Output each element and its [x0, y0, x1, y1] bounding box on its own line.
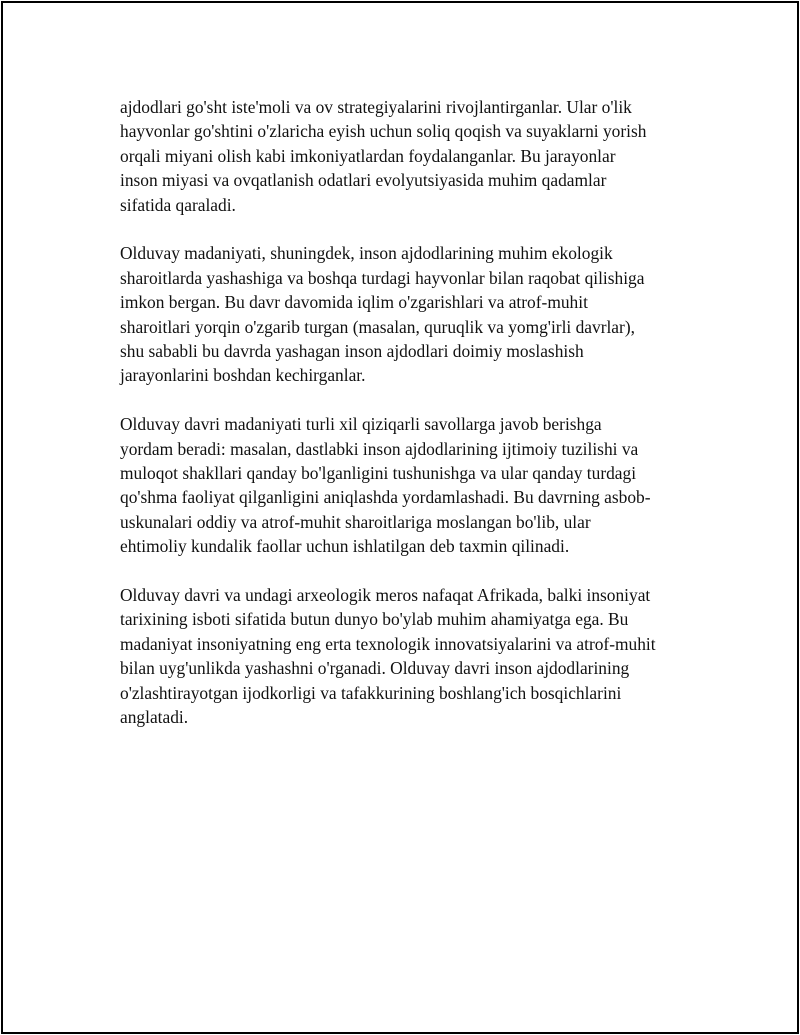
paragraph-3: Olduvay davri madaniyati turli xil qiziqarli savollarga javob berishga yordam beradi: masalan, dastlabki inson ajdodlarining ijtimoiy tuzilishi va muloqot shakllari qanday bo'lganligini tushunishga va ular qanday turdagi qo'shma faoliyat qilganligini aniqlashda yordamlashadi. Bu davrning asbob- uskunalari oddiy va atrof-muhit sharoitlariga moslangan bo'lib, ular ehtimoliy kundalik faollar uchun ishlatilgan deb taxmin qilinadi. [120, 414, 651, 557]
paragraph-1: ajdodlari go'sht iste'moli va ov strategiyalarini rivojlantirganlar. Ular o'lik hayvonlar go'shtini o'zlaricha eyish uchun soliq qoqish va suyaklarni yorish orqali miyani olish kabi imkoniyatlardan foydalanganlar. Bu jarayonlar inson miyasi va ovqatlanish odatlari evolyutsiyasida muhim qadamlar sifatida qaraladi. [120, 97, 647, 215]
paragraph-2: Olduvay madaniyati, shuningdek, inson ajdodlarining muhim ekologik sharoitlarda yashashiga va boshqa turdagi hayvonlar bilan raqobat qilishiga imkon bergan. Bu davr davomida iqlim o'zgarishlari va atrof-muhit sharoitlari yorqin o'zgarib turgan (masalan, quruqlik va yomg'irli davrlar), shu sababli bu davrda yashagan inson ajdodlari doimiy moslashish jarayonlarini boshdan kechirganlar. [120, 243, 645, 386]
document-body [120, 95, 710, 754]
paragraph-4: Olduvay davri va undagi arxeologik meros nafaqat Afrikada, balki insoniyat tarixining isboti sifatida butun dunyo bo'ylab muhim ahamiyatga ega. Bu madaniyat insoniyatning eng erta texnologik innovatsiyalarini va atrof-muhit bilan uyg'unlikda yashashni o'rganadi. Olduvay davri inson ajdodlarining o'zlashtirayotgan ijodkorligi va tafakkurining boshlang'ich bosqichlarini anglatadi. [120, 585, 656, 728]
page-frame [1, 1, 799, 1034]
